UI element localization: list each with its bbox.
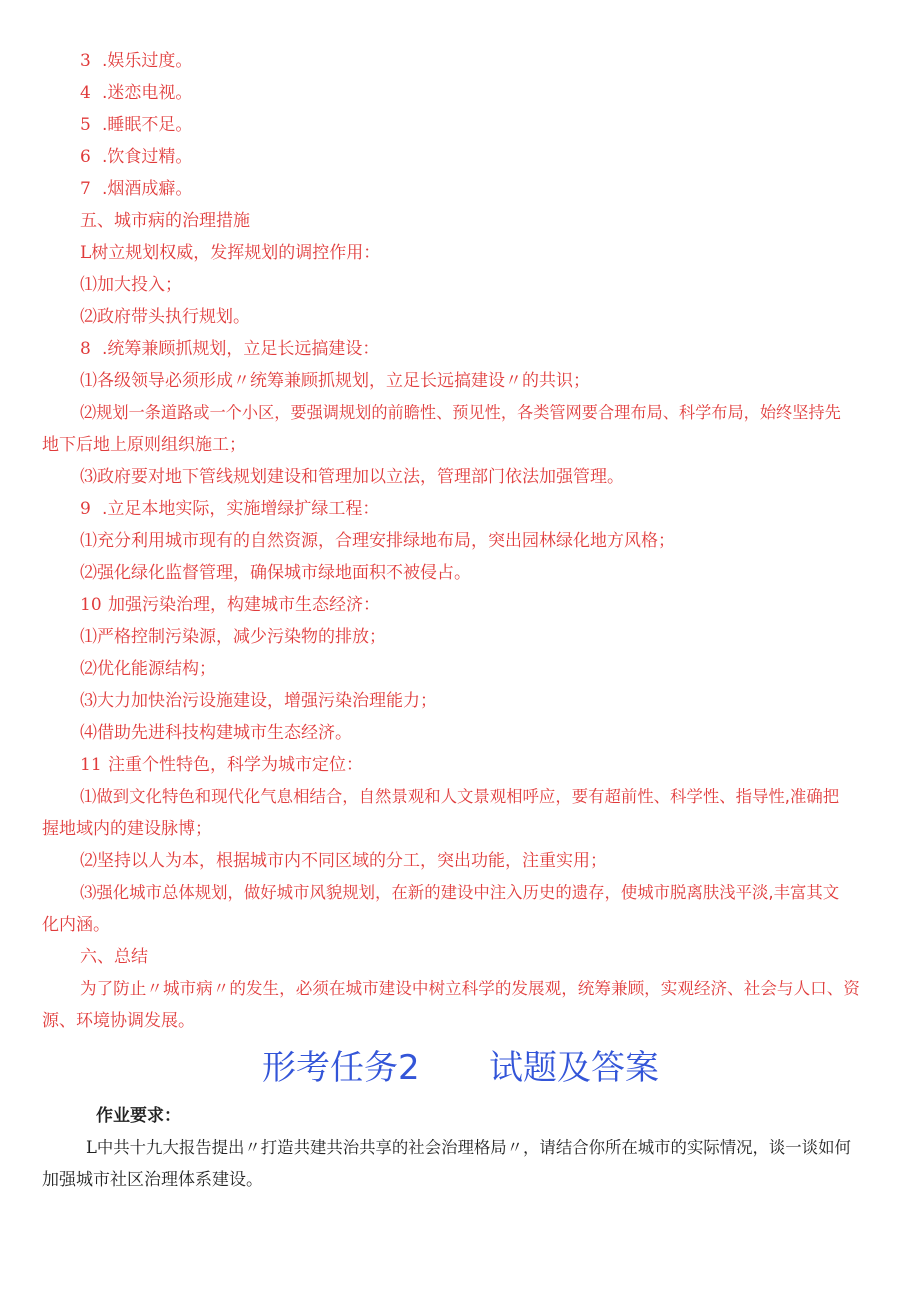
measure-2-heading [80, 339, 379, 359]
item-number: 7 [80, 179, 91, 199]
section-heading-5: 五、城市病的治理措施 [80, 211, 250, 231]
measure-2-point-2: ⑵规划一条道路或一个小区，要强调规划的前瞻性、预见性，各类管网要合理布局、科学布局，始终坚持先 [80, 403, 841, 422]
item-number: 3 [80, 51, 91, 71]
question-line-1 [86, 1138, 851, 1158]
page-title [0, 1046, 920, 1090]
measure-5-point-1: ⑴做到文化特色和现代化气息相结合，自然景观和人文景观相呼应，要有超前性、科学性、指导性,准确把 [80, 787, 840, 806]
measure-4-point-1: ⑴严格控制污染源，减少污染物的排放； [80, 627, 386, 647]
measure-1-point-2: ⑵政府带头执行规划。 [80, 307, 250, 327]
measure-1-point-1: ⑴加大投入； [80, 275, 182, 295]
measure-4-point-4: ⑷借助先进科技构建城市生态经济。 [80, 723, 352, 743]
list-item-6 [80, 147, 192, 167]
question-number: L [86, 1138, 97, 1157]
item-number: 11 [80, 755, 102, 775]
item-text: .烟酒成癖。 [102, 179, 193, 199]
measure-5-point-1-cont: 握地域内的建设脉博； [42, 819, 212, 839]
item-number: 8 [80, 339, 91, 359]
item-text: 树立规划权威，发挥规划的调控作用： [91, 243, 381, 263]
measure-4-point-3: ⑶大力加快治污设施建设，增强污染治理能力； [80, 691, 437, 711]
list-item-5 [80, 115, 192, 135]
measure-4-point-2: ⑵优化能源结构； [80, 659, 216, 679]
item-number: 9 [80, 499, 91, 519]
question-line-2: 加强城市社区治理体系建设。 [42, 1170, 263, 1190]
measure-3-point-2: ⑵强化绿化监督管理，确保城市绿地面积不被侵占。 [80, 563, 471, 583]
item-number: 10 [80, 595, 102, 615]
item-number: L [80, 243, 92, 263]
item-number: 6 [80, 147, 91, 167]
item-text: .统筹兼顾抓规划，立足长远搞建设： [102, 339, 380, 359]
item-text: .饮食过精。 [102, 147, 193, 167]
summary-paragraph: 为了防止〃城市病〃的发生，必须在城市建设中树立科学的发展观，统筹兼顾，实观经济、社会与人口、资 [80, 979, 860, 998]
item-number: 4 [80, 83, 91, 103]
measure-1-heading [80, 243, 380, 263]
question-text: 中共十九大报告提出〃打造共建共治共享的社会治理格局〃，请结合你所在城市的实际情况，谈一谈如何 [96, 1138, 851, 1157]
measure-5-heading [80, 755, 363, 775]
summary-paragraph-cont: 源、环境协调发展。 [42, 1011, 195, 1031]
measure-2-point-1: ⑴各级领导必须形成〃统筹兼顾抓规划，立足长远搞建设〃的共识； [80, 371, 590, 391]
measure-2-point-3: ⑶政府要对地下管线规划建设和管理加以立法，管理部门依法加强管理。 [80, 467, 624, 487]
list-item-3 [80, 51, 192, 71]
measure-5-point-2: ⑵坚持以人为本，根据城市内不同区域的分工，突出功能，注重实用； [80, 851, 607, 871]
section-heading-6: 六、总结 [80, 947, 148, 967]
item-text: .睡眠不足。 [102, 115, 193, 135]
list-item-4 [80, 83, 192, 103]
item-text: 注重个性特色，科学为城市定位： [108, 755, 363, 775]
measure-5-point-3: ⑶强化城市总体规划，做好城市风貌规划，在新的建设中注入历史的遗存，使城市脱离肤浅平淡,丰富其文 [80, 883, 840, 902]
measure-2-point-2-cont: 地下后地上原则组织施工； [42, 435, 246, 455]
measure-4-heading [80, 595, 380, 615]
list-item-7 [80, 179, 192, 199]
measure-5-point-3-cont: 化内涵。 [42, 915, 110, 935]
item-text: .立足本地实际，实施增绿扩绿工程： [102, 499, 380, 519]
measure-3-point-1: ⑴充分利用城市现有的自然资源，合理安排绿地布局，突出园林绿化地方风格； [80, 531, 675, 551]
item-text: .迷恋电视。 [102, 83, 193, 103]
requirement-label: 作业要求： [96, 1106, 181, 1126]
item-text: 加强污染治理，构建城市生态经济： [108, 595, 380, 615]
title-part-1: 形考任务2 [262, 1048, 420, 1088]
item-text: .娱乐过度。 [102, 51, 193, 71]
item-number: 5 [80, 115, 91, 135]
title-part-2: 试题及答案 [489, 1048, 659, 1088]
measure-3-heading [80, 499, 379, 519]
